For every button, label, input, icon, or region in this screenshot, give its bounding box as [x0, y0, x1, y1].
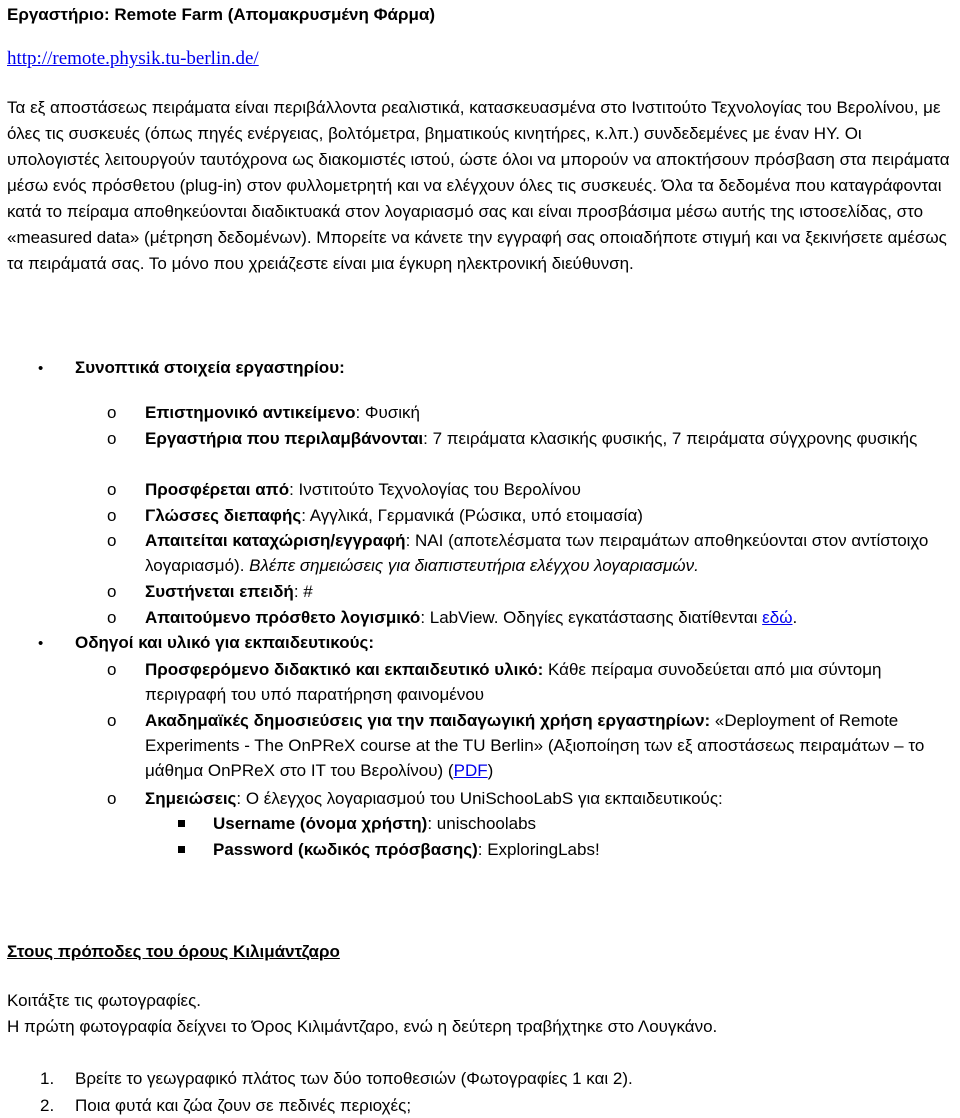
- section2-item-publications: Ακαδημαϊκές δημοσιεύσεις για την παιδαγωγική χρήση εργαστηρίων: «Deployment of Remote Experiments - The OnPReX course at the TU Berlin» (Αξιοποίηση των εξ αποστάσεως πειραμάτων – το μάθημα OnPReX στο ΙΤ του Βερολίνου) (PDF): [145, 711, 925, 780]
- credential-password: Password (κωδικός πρόσβασης): ExploringLabs!: [213, 840, 600, 859]
- page-title: Εργαστήριο: Remote Farm (Απομακρυσμένη Φάρμα): [7, 5, 436, 24]
- question-number: 2.: [40, 1096, 55, 1115]
- sub-bullet-icon: o: [107, 403, 117, 422]
- credential-username: Username (όνομα χρήστη): unischoolabs: [213, 814, 537, 833]
- bullet-icon: •: [38, 635, 44, 652]
- install-instructions-link[interactable]: εδώ: [762, 608, 793, 627]
- section1-item-recommended: Συστήνεται επειδή: #: [145, 582, 313, 601]
- section3-line2: Η πρώτη φωτογραφία δείχνει το Όρος Κιλιμάντζαρο, ενώ η δεύτερη τραβήχτηκε στο Λουγκάνο.: [7, 1017, 718, 1036]
- section1-heading: Συνοπτικά στοιχεία εργαστηρίου:: [75, 358, 345, 377]
- section3-line1: Κοιτάξτε τις φωτογραφίες.: [7, 991, 201, 1010]
- section2-item-notes: Σημειώσεις: Ο έλεγχος λογαριασμού του UniSchooLabS για εκπαιδευτικούς:: [145, 789, 723, 808]
- sub-bullet-icon: o: [107, 480, 117, 499]
- section1-item-registration: Απαιτείται καταχώριση/εγγραφή: ΝΑΙ (αποτελέσματα των πειραμάτων αποθηκεύονται στον αντίστοιχο λογαριασμό). Βλέπε σημειώσεις για διαπιστευτήρια ελέγχου λογαριασμών.: [145, 531, 929, 575]
- sub-bullet-icon: o: [107, 429, 117, 448]
- sub-bullet-icon: o: [107, 531, 117, 550]
- question-1: Βρείτε το γεωγραφικό πλάτος των δύο τοποθεσιών (Φωτογραφίες 1 και 2).: [75, 1069, 633, 1088]
- sub-bullet-icon: o: [107, 608, 117, 627]
- square-bullet-icon: [178, 846, 185, 853]
- section3-heading: Στους πρόποδες του όρους Κιλιμάντζαρο: [7, 942, 340, 961]
- section1-item-software: Απαιτούμενο πρόσθετο λογισμικό: LabView. Οδηγίες εγκατάστασης διατίθενται εδώ.: [145, 608, 798, 627]
- pdf-link[interactable]: PDF: [453, 761, 488, 780]
- sub-bullet-icon: o: [107, 789, 117, 808]
- question-number: 1.: [40, 1069, 55, 1088]
- section1-item-labs: Εργαστήρια που περιλαμβάνονται: 7 πειράματα κλασικής φυσικής, 7 πειράματα σύγχρονης φυσικής: [145, 429, 918, 448]
- intro-paragraph: Τα εξ αποστάσεως πειράματα είναι περιβάλλοντα ρεαλιστικά, κατασκευασμένα στο Ινστιτούτο Τεχνολογίας του Βερολίνου, με όλες τις συσκευές (όπως πηγές ενέργειας, βολτόμετρα, βηματικούς κινητήρες, κ.λπ.) συνδεδεμένες με έναν ΗΥ. Οι υπολογιστές λειτουργούν ταυτόχρονα ως διακομιστές ιστού, ώστε όλοι να μπορούν να αποκτήσουν πρόσβαση στα πειράματα μέσω ενός πρόσθετου (plug-in) στον φυλλομετρητή και να ελέγχουν όλες τις συσκευές. Όλα τα δεδομένα που καταγράφονται κατά το πείραμα αποθηκεύονται διαδικτυακά στον λογαριασμό σας και είναι προσβάσιμα μέσω αυτής της ιστοσελίδας, στο «measured data» (μέτρηση δεδομένων). Μπορείτε να κάνετε την εγγραφή σας οποιαδήποτε στιγμή και να ξεκινήσετε αμέσως τα πειράματά σας. Το μόνο που χρειάζεστε είναι μια έγκυρη ηλεκτρονική διεύθυνση.: [7, 98, 950, 273]
- question-2: Ποια φυτά και ζώα ζουν σε πεδινές περιοχές;: [75, 1096, 412, 1115]
- sub-bullet-icon: o: [107, 506, 117, 525]
- section1-item-subject: Επιστημονικό αντικείμενο: Φυσική: [145, 403, 421, 422]
- section2-heading: Οδηγοί και υλικό για εκπαιδευτικούς:: [75, 633, 375, 652]
- bullet-icon: •: [38, 360, 44, 377]
- square-bullet-icon: [178, 820, 185, 827]
- section1-item-provider: Προσφέρεται από: Ινστιτούτο Τεχνολογίας του Βερολίνου: [145, 480, 581, 499]
- sub-bullet-icon: o: [107, 582, 117, 601]
- section1-item-languages: Γλώσσες διεπαφής: Αγγλικά, Γερμανικά (Ρώσικα, υπό ετοιμασία): [145, 506, 643, 525]
- remote-farm-link[interactable]: http://remote.physik.tu-berlin.de/: [7, 48, 259, 69]
- section2-item-material: Προσφερόμενο διδακτικό και εκπαιδευτικό υλικό: Κάθε πείραμα συνοδεύεται από μια σύντομη περιγραφή του υπό παρατήρηση φαινομένου: [145, 660, 882, 704]
- sub-bullet-icon: o: [107, 711, 117, 730]
- sub-bullet-icon: o: [107, 660, 117, 679]
